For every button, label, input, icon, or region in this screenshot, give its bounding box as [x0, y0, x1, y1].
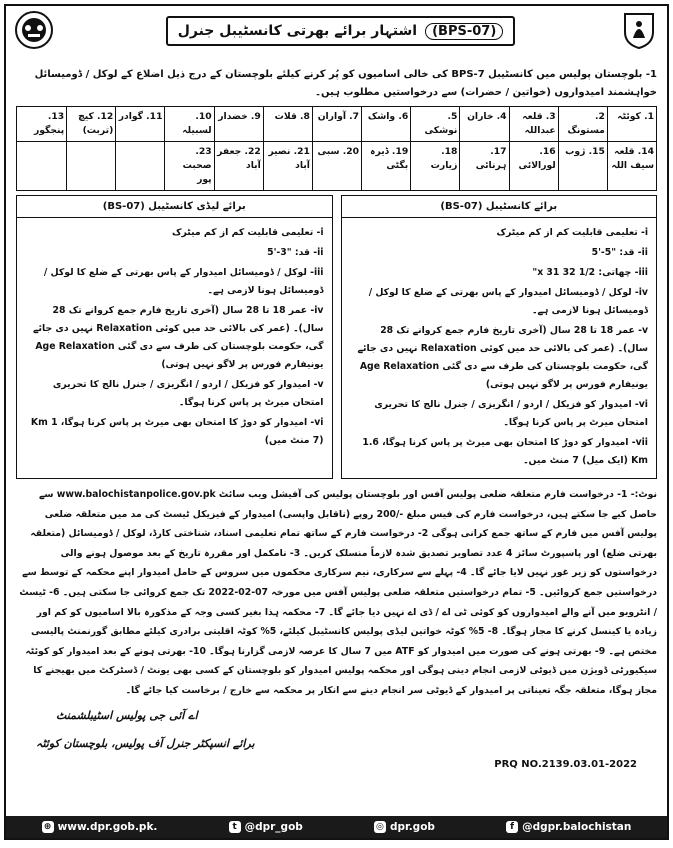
advertisement-page — [4, 4, 669, 840]
twitter-icon: t — [229, 821, 241, 833]
instagram-handle[interactable]: dpr.gob — [389, 821, 435, 833]
district-cell: 15. ژوب — [558, 142, 607, 190]
district-cell: 12. کیچ (تربت) — [66, 107, 115, 141]
list-item: i- تعلیمی قابلیت کم از کم میٹرک — [171, 227, 324, 238]
instagram-icon: ◎ — [374, 821, 386, 833]
twitter-handle[interactable]: @dpr_gob — [244, 821, 303, 833]
list-item: v- امیدوار کو فزیکل / اردو / انگریزی / جنرل نالج کا تحریری امتحان میرٹ پر پاس کرنا ہوگا۔ — [52, 379, 324, 408]
list-item: vii- امیدوار کو دوڑ کا امتحان بھی میرٹ پر پاس کرنا ہوگا، 1.6 Km (ایک میل) 7 منٹ میں۔ — [362, 437, 648, 466]
district-cell: 8. قلات — [263, 107, 312, 141]
district-cell: 5. نوشکی — [410, 107, 459, 141]
list-item: i- تعلیمی قابلیت کم از کم میٹرک — [496, 227, 648, 238]
footer-instagram[interactable] — [374, 821, 435, 833]
male-heading: برائے کانسٹیبل (BS-07) — [342, 196, 657, 218]
district-cell: 1. کوئٹہ — [607, 107, 656, 141]
district-cell: 4. خاران — [459, 107, 508, 141]
list-item: ii- قد: "5-'5 — [591, 247, 648, 258]
male-list — [342, 218, 657, 478]
intro-paragraph: 1- بلوچستان پولیس میں کانسٹیبل BPS-7 کی خالی اسامیوں کو پُر کرنے کیلئے بلوچستان کے درج ذیل اضلاع کے لوکل / ڈومیسائل خواہشمند امیدواروں (خواتین / حضرات) سے درخواستیں مطلوب ہیں۔ — [34, 69, 657, 98]
list-item: iv- لوکل / ڈومیسائل امیدوار کے پاس بھرتی کے ضلع کا لوکل / ڈومیسائل ہونا لازمی ہے۔ — [368, 287, 648, 316]
balochistan-government-logo-icon — [619, 10, 659, 50]
facebook-handle[interactable]: @dgpr.balochistan — [522, 821, 632, 833]
districts-table — [16, 106, 657, 191]
district-cell: 2. مستونگ — [558, 107, 607, 141]
website-link[interactable]: www.dpr.gob.pk. — [57, 821, 158, 833]
district-cell: 20. سبی — [312, 142, 361, 190]
district-cell: 18. زیارت — [410, 142, 459, 190]
district-cell — [66, 142, 115, 190]
list-item: ii- قد: "3-'5 — [267, 247, 324, 258]
districts-row-1 — [17, 107, 656, 141]
footer-facebook[interactable] — [506, 821, 631, 833]
male-requirements — [341, 195, 658, 479]
globe-icon: ⊕ — [42, 821, 54, 833]
title-bps-code: (BPS-07) — [425, 23, 503, 40]
title-urdu: اشتہار برائے بھرتی کانسٹیبل جنرل — [177, 23, 418, 39]
footer-bar — [6, 816, 667, 838]
female-list — [17, 218, 332, 458]
facebook-icon: f — [506, 821, 518, 833]
district-cell: 19. ڈیرہ بگٹی — [361, 142, 410, 190]
list-item: iii- لوکل / ڈومیسائل امیدوار کے پاس بھرتی کے ضلع کا لوکل / ڈومیسائل ہونا لازمی ہے۔ — [43, 267, 324, 296]
page-title — [166, 16, 515, 46]
notes-paragraph: نوٹ:- 1- درخواست فارم متعلقہ ضلعی پولیس آفس اور بلوچستان پولیس کی آفیشل ویب سائٹ www.balochistanpolice.gov.pk سے حاصل کیے جا سکتے ہیں، درخواست فارم کی فیس مبلغ -/200 روپے (ناقابل واپسی) امیدوار کے فیزیکل ٹیسٹ کی مد میں متعلقہ ضلعی پولیس آفس میں فارم کے ساتھ جمع کرانی ہوگی 2- درخواست فارم کے ساتھ تمام تعلیمی اسناد، شناختی کارڈ، لوکل / ڈومیسائل (متعلقہ بھرتی ضلع) اور پاسپورٹ سائز 4 عدد تصاویر تصدیق شدہ لازماً منسلک کریں۔ 3- نامکمل اور مقررہ تاریخ کے بعد موصول ہونے والی درخواستوں کو زیر غور نہیں لایا جائے گا۔ 4- پہلے سے سرکاری، نیم سرکاری محکموں میں سروس کے حامل امیدوار اپنے محکمہ کے توسط سے درخواستیں جمع کروائیں۔ 5- تمام درخواستیں متعلقہ ضلعی پولیس آفس میں مورخہ 07-02-2022 تک جمع کروائی جا سکتی ہیں۔ 6- ٹیسٹ / انٹرویو میں آنے والے امیدواروں کو کوئی ٹی اے / ڈی اے نہیں دیا جائے گا۔ 7- محکمہ ہذا بغیر کسی وجہ کے مذکورہ بالا اسامیوں کو کم اور زیادہ یا کینسل کرنے کا مجاز ہوگا۔ 8- 5% کوٹہ خواتین لیڈی پولیس کانسٹیبل کیلئے، 5% کوٹہ اقلیتی برادری کیلئے مطابق گورنمنٹ پالیسی مختص ہے۔ 9- بھرتی ہونے کی صورت میں امیدوار کو ATF میں 7 سال کا عرصہ لازمی گزارنا ہوگا۔ 10- بھرتی ہونے کے بعد امیدوار کو کوئٹہ سیکیورٹی ڈویژن میں ڈیوٹی لازمی انجام دینی ہوگی اور محکمہ پولیس امیدوار کو بلوچستان کے کسی بھی یونٹ / ڈسٹرکٹ میں بھیجنے کا مجاز ہوگا، متعلقہ جگہ تعیناتی پر امیدوار کے ڈیوٹی سر انجام دینے سے انکار پر محکمہ سے خارج / برخاست کیا جائے گا۔ — [19, 489, 657, 696]
signature-block — [16, 703, 657, 781]
signature-line-1: اے آئی جی پولیس اسٹیبلشمنٹ — [56, 708, 198, 722]
district-cell: 21. نصیر آباد — [263, 142, 312, 190]
list-item: iii- چھاتی: 1/2 32 x 31" — [532, 267, 648, 278]
district-cell: 9. خضدار — [214, 107, 263, 141]
list-item: v- عمر 18 تا 28 سال (آخری تاریخ فارم جمع کروانے تک 28 سال)۔ (عمر کی بالائی حد میں کوئی Relaxation نہیں دی جائے گی، حکومت بلوچستان کی طرف سے دی گئی Age Relaxation یونیفارم فورس پر لاگو نہیں ہوتی) — [357, 325, 648, 390]
district-cell: 6. واشک — [361, 107, 410, 141]
district-cell: 13. پنجگور — [33, 111, 65, 136]
district-cell: 14. قلعہ سیف اللہ — [607, 142, 656, 190]
district-cell: 17. ہرنائی — [459, 142, 508, 190]
districts-row-2 — [17, 141, 656, 190]
district-cell — [115, 142, 164, 190]
district-cell: 11. گوادر — [115, 107, 164, 141]
footer-twitter[interactable] — [229, 821, 303, 833]
district-cell: 22. جعفر آباد — [214, 142, 263, 190]
district-cell: 7. آواران — [312, 107, 361, 141]
district-cell: 23. صحبت پور — [164, 142, 213, 190]
requirements-columns — [16, 195, 657, 479]
prq-number: PRQ NO.2139.03.01-2022 — [494, 758, 637, 770]
female-requirements — [16, 195, 333, 479]
district-cell: 10. لسبیلہ — [164, 107, 213, 141]
district-cell: 3. قلعہ عبداللہ — [509, 107, 558, 141]
female-heading: برائے لیڈی کانسٹیبل (BS-07) — [17, 196, 332, 218]
list-item: iv- عمر 18 تا 28 سال (آخری تاریخ فارم جمع کروانے تک 28 سال)۔ (عمر کی بالائی حد میں کوئی Relaxation نہیں دی جائے گی، حکومت بلوچستان کی طرف سے دی گئی Age Relaxation یونیفارم فورس پر لاگو نہیں ہوتی) — [33, 305, 324, 370]
header — [6, 6, 667, 58]
district-cell: 16. لورالائی — [509, 142, 558, 190]
list-item: vi- امیدوار کو فزیکل / اردو / انگریزی / جنرل نالج کا تحریری امتحان میرٹ پر پاس کرنا ہوگا۔ — [374, 399, 648, 428]
list-item: vi- امیدوار کو دوڑ کا امتحان بھی میرٹ پر پاس کرنا ہوگا، 1 Km (7 منٹ میں) — [30, 417, 324, 446]
district-cell — [17, 142, 66, 190]
signature-line-2: برائے انسپکٹر جنرل آف پولیس، بلوچستان کوئٹہ — [36, 736, 255, 750]
footer-website[interactable] — [42, 821, 158, 833]
balochistan-police-emblem-icon — [14, 10, 54, 50]
